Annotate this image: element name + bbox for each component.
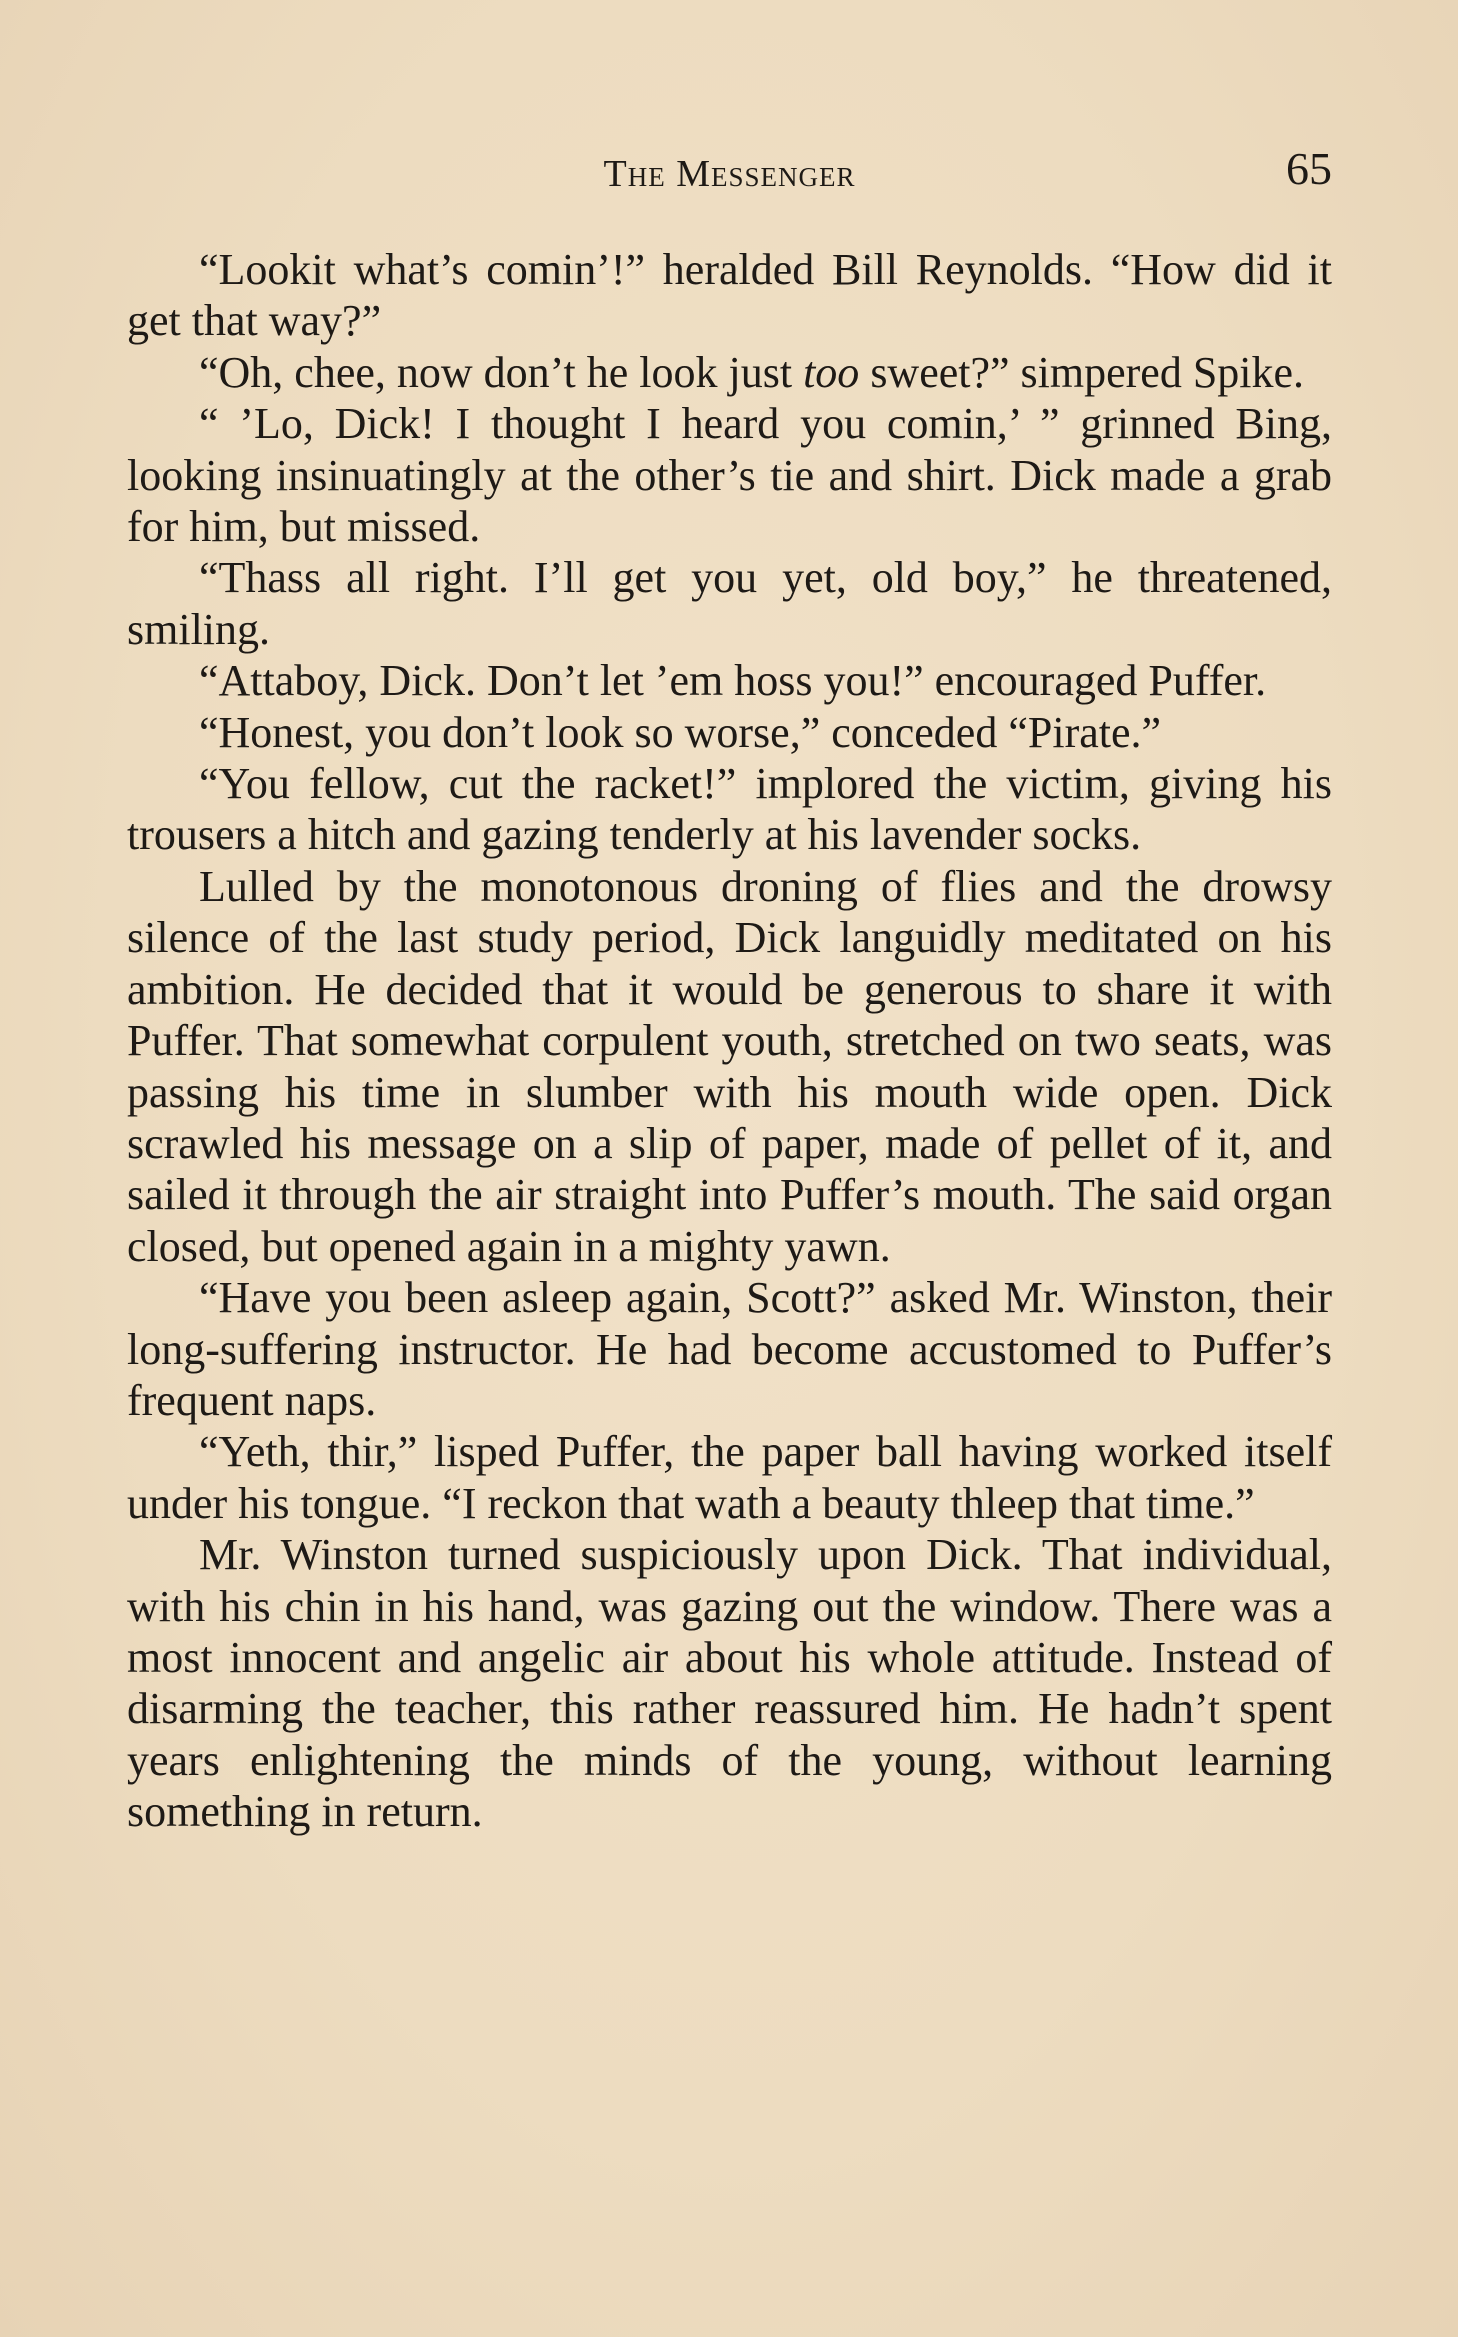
paragraph: “Yeth, thir,” lisped Puffer, the paper ball having worked itself under his tongue. “I reckon that wath a beauty thleep that time.” [127,1427,1332,1528]
page-header [127,142,1332,202]
paragraph: Mr. Winston turned suspiciously upon Dick. That individual, with his chin in his hand, was gazing out the window. There was a most innocent and angelic air about his whole attitude. Instead of disarming the teacher, this rather reassured him. He hadn’t spent years enlightening the minds of the young, without learning something in return. [127,1530,1332,1837]
page-number: 65 [1286,143,1332,194]
paragraph: Lulled by the monotonous droning of flies and the drowsy silence of the last study period, Dick languidly meditated on his ambition. He decided that it would be generous to share it with Puffer. That somewhat corpulent youth, stretched on two seats, was passing his time in slumber with his mouth wide open. Dick scrawled his message on a slip of paper, made of pellet of it, and sailed it through the air straight into Puffer’s mouth. The said organ closed, but opened again in a mighty yawn. [127,861,1332,1271]
body-text [127,244,1332,1838]
text-segment: sweet?” simpered Spike. [859,347,1305,397]
running-title: The Messenger [603,153,856,195]
text-segment: “Oh, chee, now don’t he look just [199,347,804,397]
paragraph: “Lookit what’s comin’!” heralded Bill Reynolds. “How did it get that way?” [127,245,1332,346]
paragraph: “Honest, you don’t look so worse,” conceded “Pirate.” [199,707,1162,757]
paragraph: “Have you been asleep again, Scott?” asked Mr. Winston, their long-suffering instructor. He had become accustomed to Puffer’s frequent naps. [127,1273,1332,1425]
paragraph: “You fellow, cut the racket!” implored the victim, giving his trousers a hitch and gazing tenderly at his lavender socks. [127,759,1332,860]
paragraph-with-italic [127,347,1332,398]
paragraph: “Thass all right. I’ll get you yet, old boy,” he threatened, smiling. [127,553,1332,654]
italic-word: too [803,347,860,397]
paragraph: “ ’Lo, Dick! I thought I heard you comin,’ ” grinned Bing, looking insinuatingly at the other’s tie and shirt. Dick made a grab for him, but missed. [127,399,1332,552]
paragraph: “Attaboy, Dick. Don’t let ’em hoss you!” encouraged Puffer. [199,656,1267,706]
